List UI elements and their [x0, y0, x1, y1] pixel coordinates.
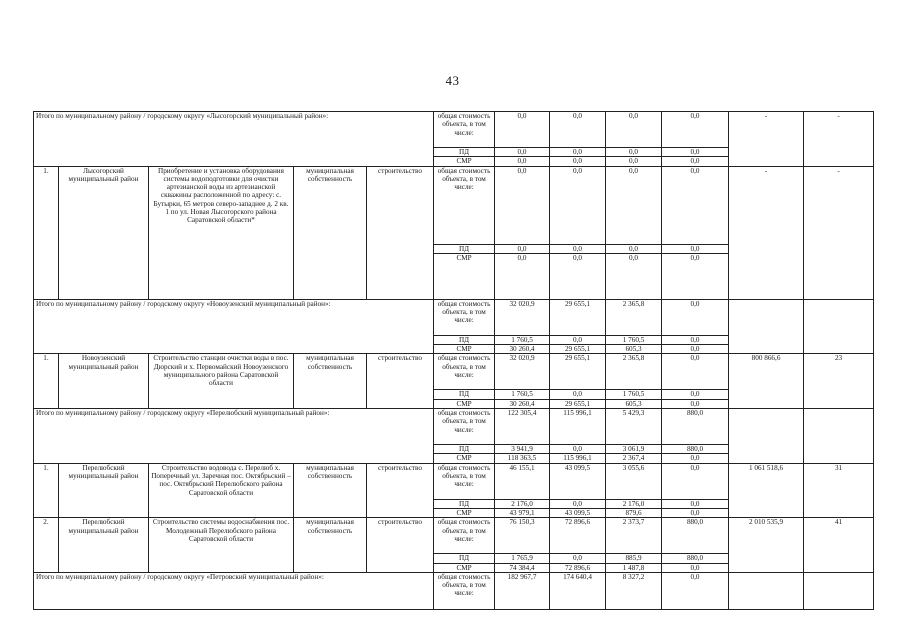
value-federal: 29 655,1 [550, 399, 606, 408]
value-total: 32 020,9 [495, 299, 550, 335]
section-total-row [34, 299, 874, 335]
pd-label: ПД [434, 148, 495, 157]
value-local: 0,0 [662, 335, 729, 344]
value-total: 118 363,5 [495, 454, 550, 463]
pd-label: ПД [434, 244, 495, 253]
value-regional: 5 429,3 [606, 409, 662, 445]
value-local: 0,0 [662, 166, 729, 244]
value-federal: 0,0 [550, 390, 606, 399]
value-federal: 43 099,5 [550, 463, 606, 499]
table-body [34, 112, 874, 610]
item-row [34, 518, 874, 554]
value-federal: 0,0 [550, 157, 606, 166]
item-number: 1. [34, 354, 59, 409]
value-total: 43 979,1 [495, 508, 550, 517]
value-total: 2 176,0 [495, 499, 550, 508]
value-local: 0,0 [662, 345, 729, 354]
value-federal: 115 996,1 [550, 454, 606, 463]
section-total-title: Итого по муниципальному району / городскому округу «Новоузенский муниципальный район»: [34, 299, 434, 354]
value-readiness [804, 572, 874, 609]
pd-label: ПД [434, 445, 495, 454]
value-regional: 2 373,7 [606, 518, 662, 554]
value-estimate: - [729, 112, 804, 167]
section-total-row [34, 572, 874, 609]
value-readiness: 41 [804, 518, 874, 573]
value-local: 0,0 [662, 572, 729, 609]
value-federal: 115 996,1 [550, 409, 606, 445]
value-federal: 72 896,6 [550, 518, 606, 554]
value-local: 0,0 [662, 454, 729, 463]
value-total: 30 260,4 [495, 399, 550, 408]
value-estimate: - [729, 166, 804, 299]
value-local: 0,0 [662, 244, 729, 253]
value-total: 122 305,4 [495, 409, 550, 445]
item-work-type: строительство [367, 518, 434, 573]
section-total-title: Итого по муниципальному району / городскому округу «Лысогорский муниципальный район»: [34, 112, 434, 167]
value-local: 0,0 [662, 499, 729, 508]
pd-label: ПД [434, 390, 495, 399]
value-total: 30 260,4 [495, 345, 550, 354]
investment-table [33, 111, 874, 610]
cost-label: общая стоимость объекта, в том числе: [434, 518, 495, 554]
item-district: Перелюбский муниципальный район [59, 463, 149, 518]
smr-label: СМР [434, 399, 495, 408]
value-total: 0,0 [495, 148, 550, 157]
section-total-row [34, 409, 874, 445]
value-total: 0,0 [495, 157, 550, 166]
item-object: Приобретение и установка оборудования системы водоподготовки для очистки артезианской воды из артезианской скважины расположенной по адресу: с. Бутырки, 65 метров северо-западнее д. 2 кв. 1 по ул. Новая Лысогорского района Саратовской области* [149, 166, 294, 299]
value-total: 182 967,7 [495, 572, 550, 609]
cost-label: общая стоимость объекта, в том числе: [434, 572, 495, 609]
value-regional: 0,0 [606, 112, 662, 148]
smr-label: СМР [434, 454, 495, 463]
value-local: 0,0 [662, 148, 729, 157]
value-readiness: - [804, 166, 874, 299]
value-total: 0,0 [495, 166, 550, 244]
value-readiness [804, 409, 874, 464]
value-local: 0,0 [662, 390, 729, 399]
value-local: 880,0 [662, 445, 729, 454]
value-estimate [729, 299, 804, 354]
value-federal: 0,0 [550, 148, 606, 157]
value-regional: 1 760,5 [606, 335, 662, 344]
value-federal: 72 896,6 [550, 563, 606, 572]
value-estimate: 2 010 535,9 [729, 518, 804, 573]
smr-label: СМР [434, 563, 495, 572]
value-local: 0,0 [662, 399, 729, 408]
cost-label: общая стоимость объекта, в том числе: [434, 299, 495, 335]
item-row [34, 463, 874, 499]
value-regional: 1 487,8 [606, 563, 662, 572]
pd-label: ПД [434, 335, 495, 344]
value-regional: 2 365,8 [606, 299, 662, 335]
cost-label: общая стоимость объекта, в том числе: [434, 354, 495, 390]
value-regional: 879,6 [606, 508, 662, 517]
value-readiness: 31 [804, 463, 874, 518]
cost-label: общая стоимость объекта, в том числе: [434, 166, 495, 244]
value-local: 0,0 [662, 463, 729, 499]
value-total: 3 941,9 [495, 445, 550, 454]
value-federal: 29 655,1 [550, 345, 606, 354]
page-number: 43 [445, 73, 460, 88]
item-district: Новоузенский муниципальный район [59, 354, 149, 409]
value-regional: 8 327,2 [606, 572, 662, 609]
item-number: 1. [34, 166, 59, 299]
value-local: 0,0 [662, 563, 729, 572]
cost-label: общая стоимость объекта, в том числе: [434, 463, 495, 499]
value-local: 880,0 [662, 409, 729, 445]
smr-label: СМР [434, 157, 495, 166]
value-total: 0,0 [495, 112, 550, 148]
value-total: 1 760,5 [495, 390, 550, 399]
item-district: Лысогорский муниципальный район [59, 166, 149, 299]
value-regional: 2 367,4 [606, 454, 662, 463]
value-federal: 0,0 [550, 554, 606, 563]
pd-label: ПД [434, 554, 495, 563]
item-ownership: муниципальная собственность [294, 166, 367, 299]
item-ownership: муниципальная собственность [294, 463, 367, 518]
item-row [34, 166, 874, 244]
value-regional: 0,0 [606, 148, 662, 157]
value-federal: 0,0 [550, 112, 606, 148]
value-regional: 605,3 [606, 399, 662, 408]
value-regional: 1 760,5 [606, 390, 662, 399]
value-federal: 0,0 [550, 445, 606, 454]
cost-label: общая стоимость объекта, в том числе: [434, 112, 495, 148]
item-work-type: строительство [367, 354, 434, 409]
value-regional: 885,9 [606, 554, 662, 563]
value-local: 0,0 [662, 299, 729, 335]
item-district: Перелюбский муниципальный район [59, 518, 149, 573]
value-local: 0,0 [662, 354, 729, 390]
value-regional: 2 365,8 [606, 354, 662, 390]
value-federal: 0,0 [550, 166, 606, 244]
value-local: 0,0 [662, 112, 729, 148]
value-federal: 0,0 [550, 253, 606, 299]
cost-label: общая стоимость объекта, в том числе: [434, 409, 495, 445]
value-regional: 3 061,9 [606, 445, 662, 454]
value-estimate [729, 409, 804, 464]
value-regional: 0,0 [606, 244, 662, 253]
smr-label: СМР [434, 508, 495, 517]
value-federal: 29 655,1 [550, 299, 606, 335]
value-local: 0,0 [662, 508, 729, 517]
item-object: Строительство системы водоснабжения пос. Молодежный Перелюбского района Саратовской области [149, 518, 294, 573]
item-object: Строительство водовода с. Перелюб х. Поперечный ул. Заречная пос. Октябрьский – пос. Октябрьский Перелюбского района Саратовской области [149, 463, 294, 518]
value-total: 74 384,4 [495, 563, 550, 572]
value-total: 1 760,5 [495, 335, 550, 344]
value-local: 0,0 [662, 253, 729, 299]
value-regional: 0,0 [606, 157, 662, 166]
value-total: 32 020,9 [495, 354, 550, 390]
value-regional: 0,0 [606, 166, 662, 244]
section-total-row [34, 112, 874, 148]
value-readiness: 23 [804, 354, 874, 409]
item-number: 1. [34, 463, 59, 518]
value-federal: 0,0 [550, 499, 606, 508]
value-regional: 605,3 [606, 345, 662, 354]
section-total-title: Итого по муниципальному району / городскому округу «Перелюбский муниципальный район»: [34, 409, 434, 464]
item-object: Строительство станции очистки воды в пос. Дюрский и х. Первомайский Новоузенского муниципального района Саратовской области [149, 354, 294, 409]
value-regional: 0,0 [606, 253, 662, 299]
value-federal: 0,0 [550, 335, 606, 344]
smr-label: СМР [434, 345, 495, 354]
value-total: 0,0 [495, 253, 550, 299]
item-ownership: муниципальная собственность [294, 518, 367, 573]
value-local: 0,0 [662, 157, 729, 166]
value-estimate: 1 061 518,6 [729, 463, 804, 518]
value-readiness [804, 299, 874, 354]
value-federal: 174 640,4 [550, 572, 606, 609]
value-federal: 29 655,1 [550, 354, 606, 390]
value-total: 46 155,1 [495, 463, 550, 499]
pd-label: ПД [434, 499, 495, 508]
item-number: 2. [34, 518, 59, 573]
value-regional: 3 055,6 [606, 463, 662, 499]
item-work-type: строительство [367, 463, 434, 518]
smr-label: СМР [434, 253, 495, 299]
value-readiness: - [804, 112, 874, 167]
value-federal: 0,0 [550, 244, 606, 253]
value-local: 880,0 [662, 554, 729, 563]
value-total: 0,0 [495, 244, 550, 253]
value-regional: 2 176,0 [606, 499, 662, 508]
item-row [34, 354, 874, 390]
value-local: 880,0 [662, 518, 729, 554]
item-work-type: строительство [367, 166, 434, 299]
value-estimate [729, 572, 804, 609]
value-total: 1 765,9 [495, 554, 550, 563]
item-ownership: муниципальная собственность [294, 354, 367, 409]
value-total: 76 150,3 [495, 518, 550, 554]
section-total-title: Итого по муниципальному району / городскому округу «Петровский муниципальный район»: [34, 572, 434, 609]
value-estimate: 800 866,6 [729, 354, 804, 409]
value-federal: 43 099,5 [550, 508, 606, 517]
